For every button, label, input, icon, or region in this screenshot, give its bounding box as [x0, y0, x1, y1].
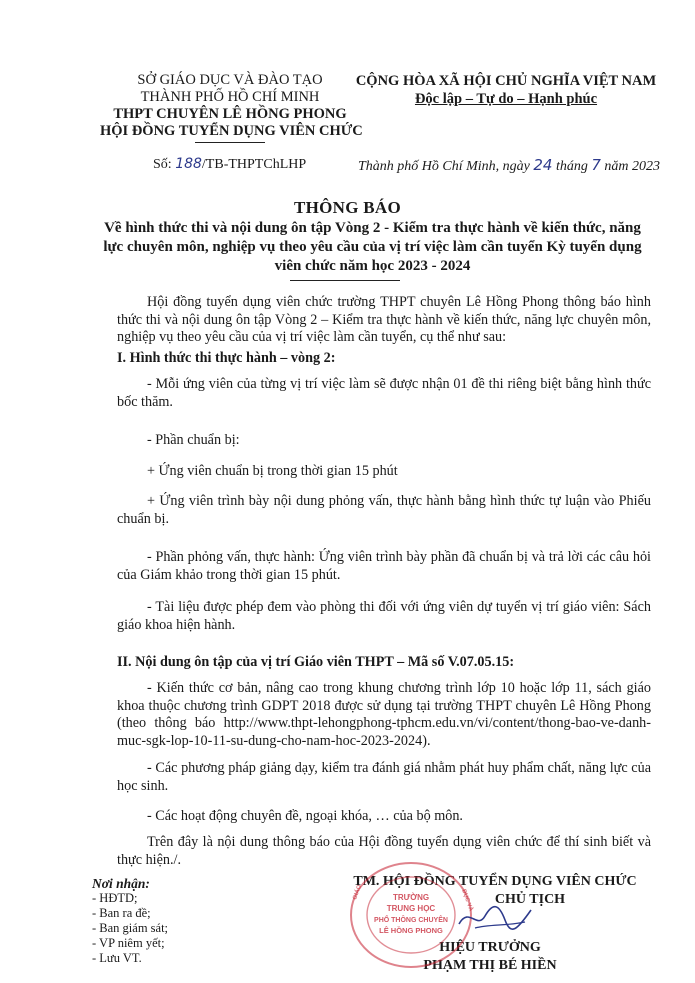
closing-text: Trên đây là nội dung thông báo của Hội đồng tuyển dụng viên chức để thí sinh biết và thực hiện./. [117, 834, 651, 868]
doc-number-suffix: /TB-THPTChLHP [201, 157, 307, 172]
recipient-item: - VP niêm yết; [92, 936, 165, 950]
doc-number-handwritten: 188 [175, 156, 202, 172]
month-prefix: tháng [552, 159, 592, 174]
stamp-line-4: LÊ HỒNG PHONG [379, 926, 443, 935]
section2-item-1 [117, 680, 651, 750]
date-day: 24 [533, 156, 553, 174]
recipients-heading: Nơi nhận: [92, 876, 150, 891]
national-header [350, 72, 662, 108]
stamp-line-2: TRUNG HỌC [386, 904, 436, 913]
agency-line-4: HỘI ĐỒNG TUYỂN DỤNG VIÊN CHỨC [100, 123, 363, 139]
section1-item-5-text: - Phần phỏng vấn, thực hành: Ứng viên trình bày phần đã chuẩn bị và trả lời các câu hỏi của Giám khảo trong thời gian 15 phút. [117, 549, 651, 583]
intro-paragraph [117, 294, 651, 347]
handwritten-signature [455, 900, 535, 938]
section1-item-6 [117, 599, 651, 634]
document-title: THÔNG BÁO [293, 198, 402, 217]
signature-title: CHỦ TỊCH [494, 892, 566, 907]
signature-org-line: TM. HỘI ĐỒNG TUYỂN DỤNG VIÊN CHỨC [353, 874, 637, 889]
stamp-ring-right: ĐỤC VÀ [460, 888, 474, 913]
agency-line-1: SỞ GIÁO DỤC VÀ ĐÀO TẠO [137, 72, 323, 88]
doc-number-prefix: Số: [153, 157, 176, 172]
section2-item-3-text: - Các hoạt động chuyên đề, ngoại khóa, … của bộ môn. [147, 808, 463, 824]
section2-item-3 [117, 808, 651, 826]
intro-text: Hội đồng tuyển dụng viên chức trường THPT chuyên Lê Hồng Phong thông báo hình thức thi và nội dung ôn tập Vòng 2 – Kiểm tra thực hành về kiến thức, năng lực chuyên môn, nghiệp vụ theo yêu cầu của vị trí việc làm cần tuyển, cụ thể như sau: [117, 294, 651, 345]
signer-name: PHẠM THỊ BÉ HIỀN [423, 958, 557, 973]
place-prefix: Thành phố Hồ Chí Minh, ngày [358, 159, 534, 174]
stamp-line-1: TRƯỜNG [392, 893, 430, 902]
agency-line-2: THÀNH PHỐ HỒ CHÍ MINH [140, 89, 320, 105]
section1-item-3 [117, 463, 651, 481]
recipient-item: - Lưu VT. [92, 951, 142, 965]
section1-item-1-text: - Mỗi ứng viên của từng vị trí việc làm sẽ được nhận 01 đề thi riêng biệt bằng hình thức bốc thăm. [117, 376, 651, 410]
recipients-block [92, 876, 168, 966]
section1-heading: I. Hình thức thi thực hành – vòng 2: [117, 350, 336, 366]
year-part: năm 2023 [600, 159, 661, 174]
section1-item-1 [117, 376, 651, 411]
agency-header [100, 72, 363, 143]
stamp-line-3: PHỔ THÔNG CHUYÊN [374, 917, 448, 924]
section1-item-6-text: - Tài liệu được phép đem vào phòng thi đối với ứng viên dự tuyển vị trí giáo viên: Sách giáo khoa hiện hành. [117, 599, 651, 633]
signature-role: HIỆU TRƯỞNG [439, 940, 541, 955]
recipient-item: - Ban ra đề; [92, 906, 151, 920]
document-subtitle: Về hình thức thi và nội dung ôn tập Vòng 2 - Kiểm tra thực hành về kiến thức, năng lực chuyên môn, nghiệp vụ theo yêu cầu của vị trí việc làm cần tuyển Kỳ tuyển dụng viên chức năm học 2023 - 2024 [103, 220, 642, 274]
section1-item-3-text: + Ứng viên chuẩn bị trong thời gian 15 phút [147, 463, 398, 479]
national-motto: Độc lập – Tự do – Hạnh phúc [414, 91, 598, 107]
subtitle-underline [290, 280, 400, 281]
national-title: CỘNG HÒA XÃ HỘI CHỦ NGHĨA VIỆT NAM [355, 73, 657, 89]
recipient-item: - HĐTD; [92, 891, 138, 905]
recipient-item: - Ban giám sát; [92, 921, 169, 935]
agency-underline [195, 142, 265, 143]
section2-item-2-text: - Các phương pháp giảng dạy, kiểm tra đánh giá nhằm phát huy phẩm chất, năng lực của học sinh. [117, 760, 651, 794]
document-number [153, 156, 306, 173]
section1-item-5 [117, 549, 651, 584]
section2-heading: II. Nội dung ôn tập của vị trí Giáo viên THPT – Mã số V.07.05.15: [117, 654, 515, 670]
section2-item-1-text: - Kiến thức cơ bản, nâng cao trong khung chương trình lớp 10 hoặc lớp 11, sách giáo khoa thuộc chương trình GDPT 2018 được sử dụng tại trường THPT chuyên Lê Hồng Phong (theo thông báo http://www.thpt-lehongphong-tphcm.edu.vn/vi/content/thong-bao-ve-danh-muc-sgk-lop-10-11-su-dung-cho-nam-hoc-2023-2024). [117, 680, 651, 749]
section1-item-2-text: - Phần chuẩn bị: [147, 432, 240, 448]
stamp-ring-left: GIÁO [352, 884, 364, 901]
section2-item-2 [117, 760, 651, 795]
place-date [358, 156, 660, 175]
agency-line-3: THPT CHUYÊN LÊ HỒNG PHONG [113, 106, 347, 122]
date-month: 7 [591, 156, 601, 174]
section1-item-4 [117, 493, 651, 528]
section1-item-4-text: + Ứng viên trình bày nội dung phỏng vấn, thực hành bằng hình thức tự luận vào Phiếu chuẩn bị. [117, 493, 651, 527]
section1-item-2 [117, 432, 651, 450]
